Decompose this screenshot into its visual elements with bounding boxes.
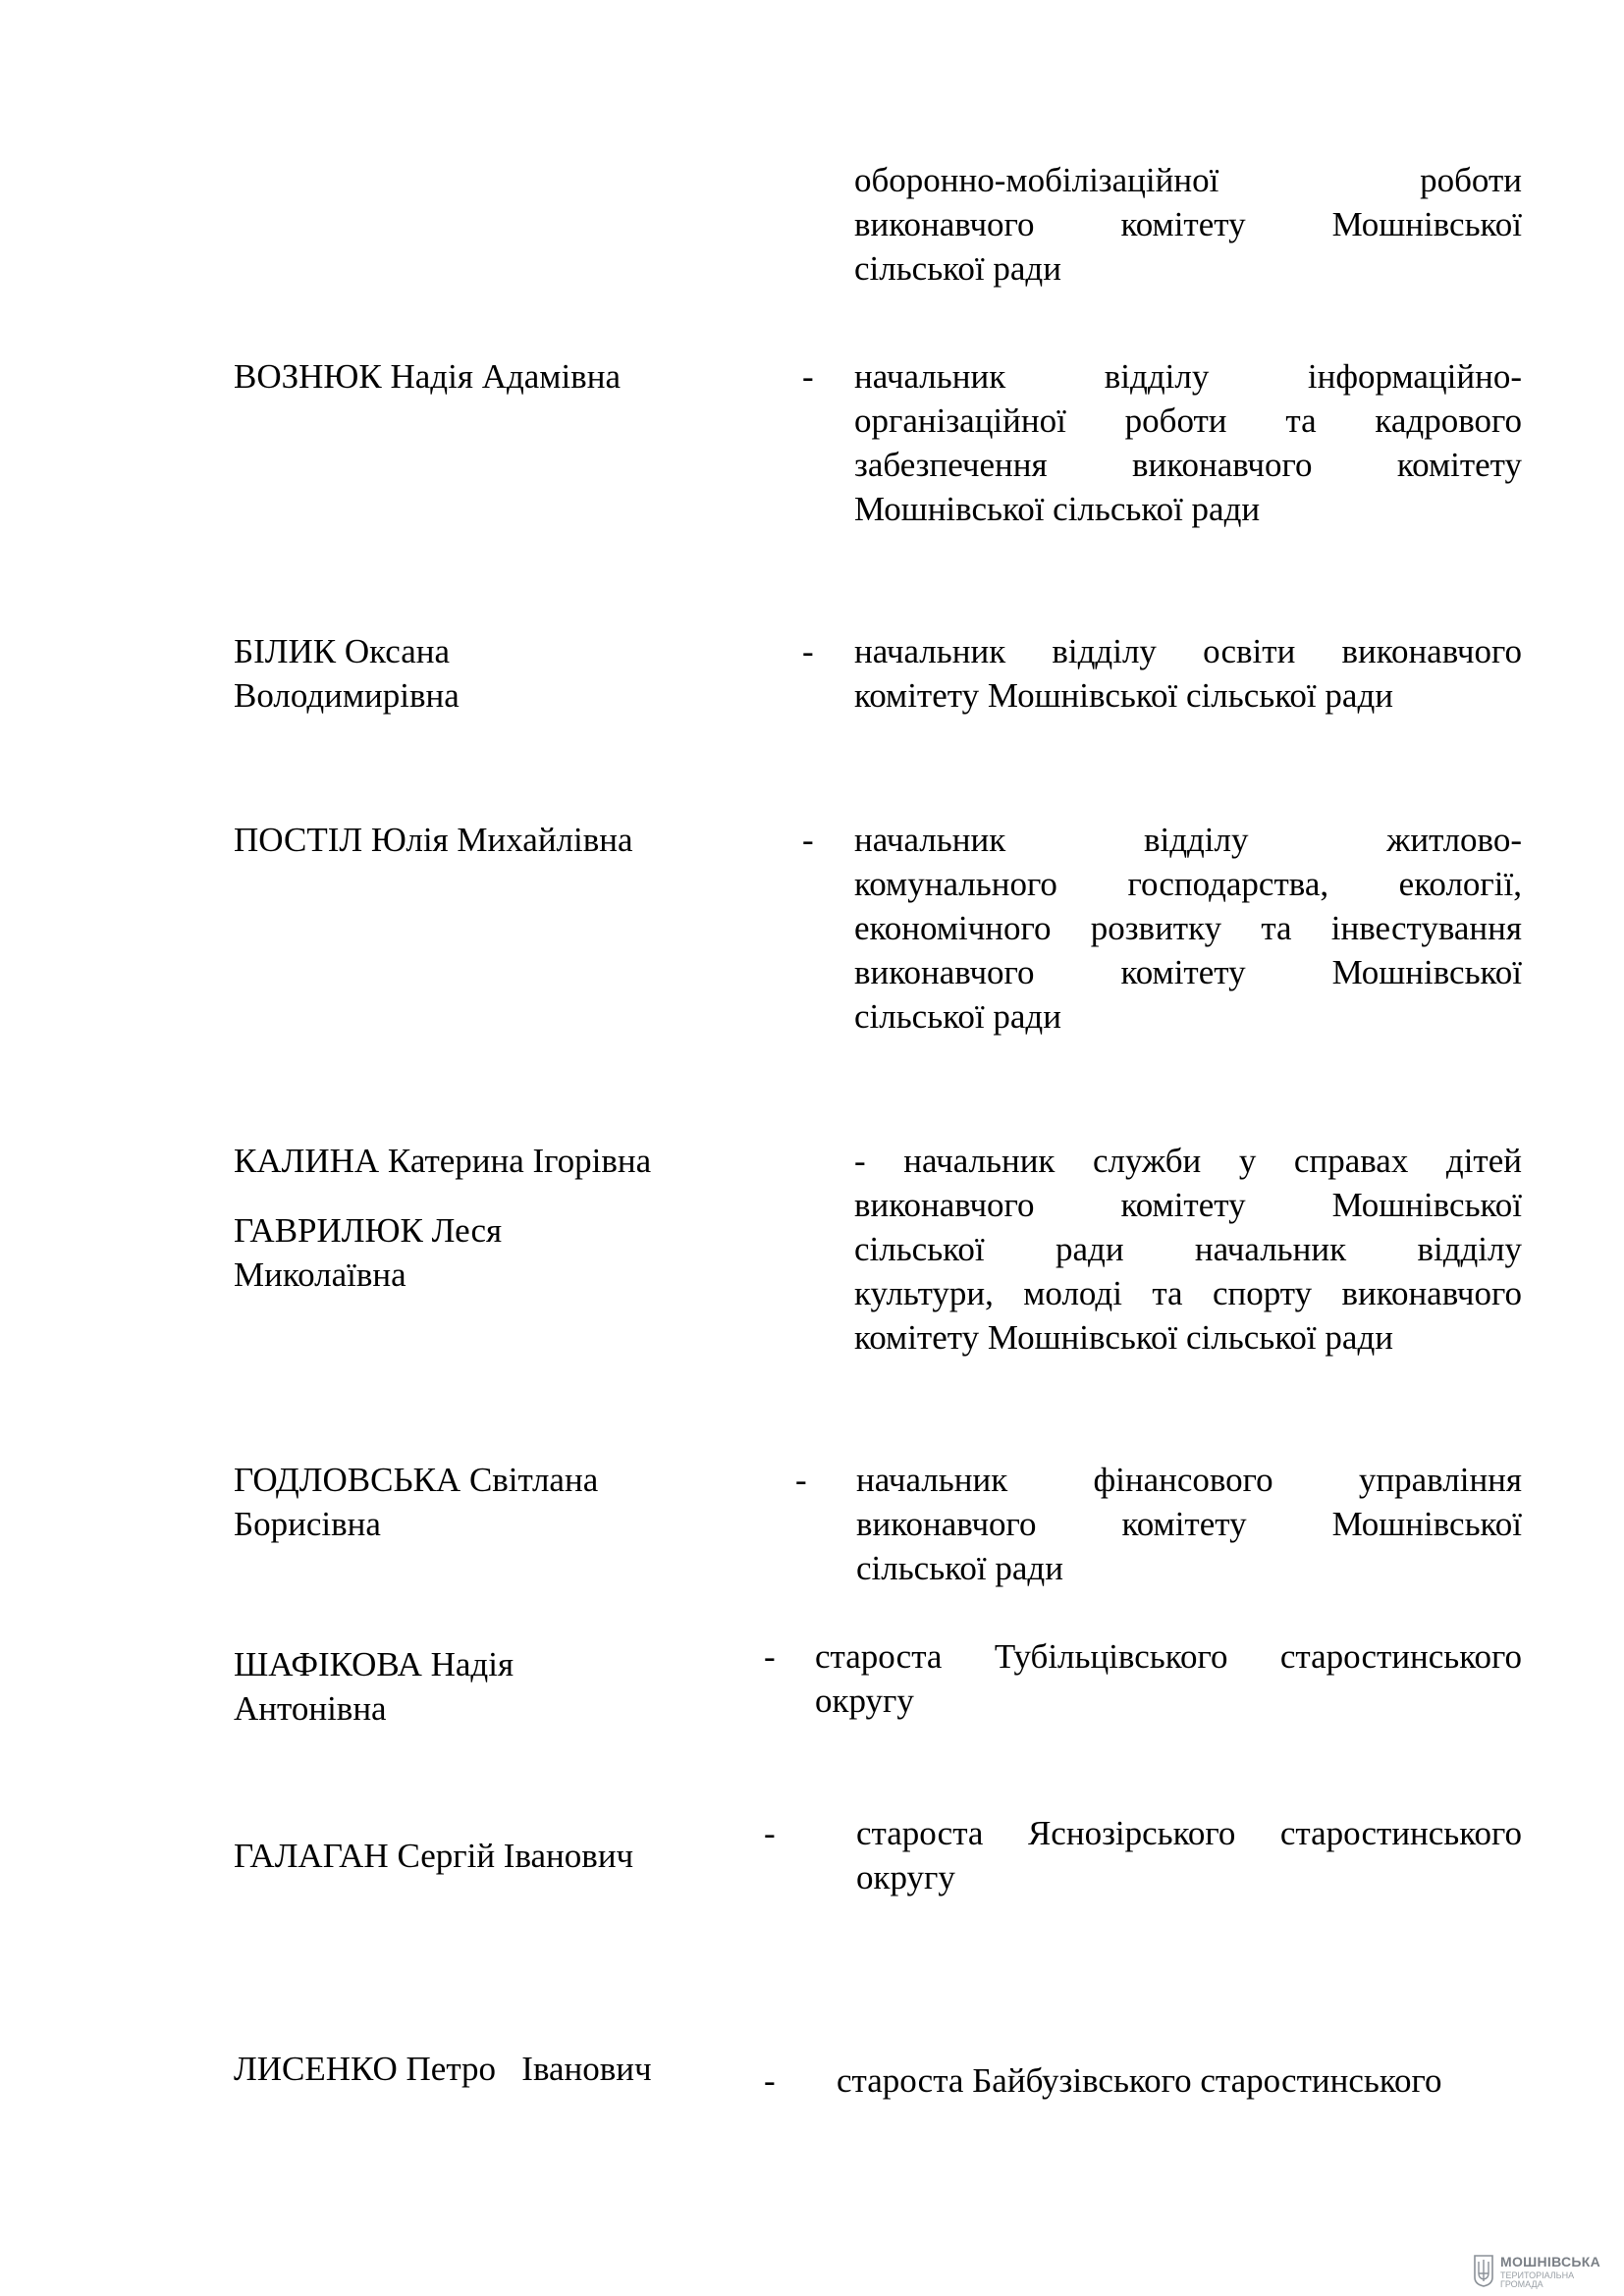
position-text	[854, 1139, 1522, 1360]
position-line: сільської ради	[856, 1549, 1063, 1587]
dash: -	[764, 1814, 776, 1852]
position-line: сільської ради	[854, 249, 1061, 288]
position-line: організаційної роботи та кадрового	[854, 401, 1522, 440]
name-line: Миколаївна	[234, 1255, 406, 1294]
position-line: начальник фінансового управління	[856, 1461, 1522, 1499]
position-text	[854, 629, 1522, 718]
person-name	[234, 1208, 502, 1297]
position-line: староста Яснозірського старостинського	[856, 1814, 1522, 1852]
position-line: - начальник служби у справах дітей	[854, 1142, 1522, 1180]
position-line: оборонно-мобілізаційної роботи	[854, 161, 1522, 199]
person-name	[234, 1458, 598, 1546]
name-line: Борисівна	[234, 1505, 381, 1543]
position-line: начальник відділу інформаційно-	[854, 357, 1522, 396]
person-name	[234, 1642, 514, 1731]
person-name	[234, 629, 460, 718]
position-line: староста Тубільцівського старостинського	[815, 1637, 1522, 1676]
name-line: ГАВРИЛЮК Леся	[234, 1211, 503, 1250]
logo-subtitle: ГРОМАДА	[1500, 2279, 1543, 2289]
dash: -	[802, 821, 814, 859]
dash: -	[764, 2061, 776, 2100]
name-line: ШАФІКОВА Надія	[234, 1645, 514, 1683]
person-name: КАЛИНА Катерина Ігорівна	[234, 1142, 652, 1180]
position-continuation	[854, 158, 1522, 291]
position-line: економічного розвитку та інвестування	[854, 909, 1522, 947]
position-line: виконавчого комітету Мошнівської	[856, 1505, 1522, 1543]
dash: -	[802, 357, 814, 396]
name-line: БІЛИК Оксана	[234, 632, 451, 670]
position-line: комунального господарства, екології,	[854, 865, 1522, 903]
position-line: культури, молоді та спорту виконавчого	[854, 1274, 1522, 1312]
position-line: начальник відділу освіти виконавчого	[854, 632, 1522, 670]
name-line: Володимирівна	[234, 676, 460, 715]
position-text	[856, 1811, 1522, 1899]
position-line: комітету Мошнівської сільської ради	[854, 1318, 1393, 1357]
position-text	[854, 354, 1522, 531]
logo-subtitle: ТЕРИТОРІАЛЬНА	[1500, 2270, 1575, 2280]
community-logo	[1473, 2252, 1620, 2291]
position-line: сільської ради начальник відділу	[854, 1230, 1522, 1268]
position-line: сільської ради	[854, 997, 1061, 1036]
position-line: комітету Мошнівської сільської ради	[854, 676, 1393, 715]
dash: -	[764, 1637, 776, 1676]
position-text	[856, 1458, 1522, 1590]
dash: -	[795, 1461, 807, 1499]
position-line: виконавчого комітету Мошнівської	[854, 1186, 1522, 1224]
position-line: округу	[856, 1858, 955, 1896]
position-line: начальник відділу житлово-	[854, 821, 1522, 859]
logo-title: МОШНІВСЬКА	[1500, 2254, 1601, 2269]
person-name: ГАЛАГАН Сергій Іванович	[234, 1837, 634, 1875]
person-name: ЛИСЕНКО Петро Іванович	[234, 2050, 652, 2088]
position-line: забезпечення виконавчого комітету	[854, 446, 1522, 484]
trident-icon	[1473, 2254, 1494, 2287]
position-line: округу	[815, 1682, 914, 1720]
person-name: ПОСТІЛ Юлія Михайлівна	[234, 821, 633, 859]
name-line: Антонівна	[234, 1689, 387, 1728]
position-text	[854, 818, 1522, 1039]
position-text: староста Байбузівського старостинського	[837, 2061, 1442, 2100]
dash: -	[802, 632, 814, 670]
position-text	[815, 1634, 1522, 1723]
position-line: виконавчого комітету Мошнівської	[854, 953, 1522, 991]
position-line: виконавчого комітету Мошнівської	[854, 205, 1522, 243]
person-name: ВОЗНЮК Надія Адамівна	[234, 357, 621, 396]
position-line: Мошнівської сільської ради	[854, 490, 1261, 528]
name-line: ГОДЛОВСЬКА Світлана	[234, 1461, 599, 1499]
